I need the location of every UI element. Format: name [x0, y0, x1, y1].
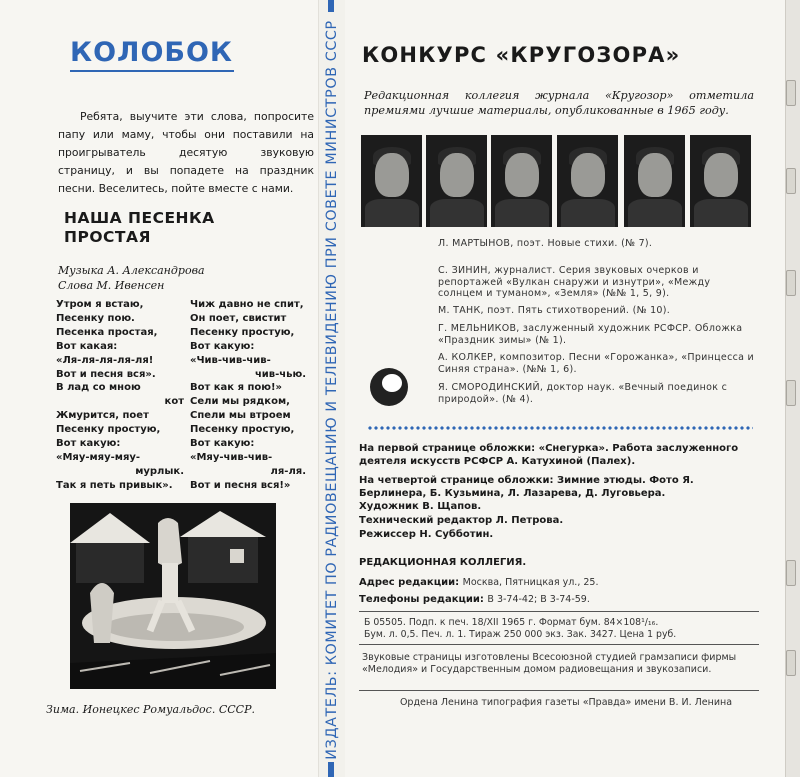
lyric-line: Вот какую:	[190, 340, 255, 352]
winner-photo	[624, 135, 685, 227]
winner-entry: Г. МЕЛЬНИКОВ, заслуженный художник РСФСР. Обложка «Праздник зимы» (№ 1).	[438, 323, 743, 346]
director-credit: Режиссер Н. Субботин.	[359, 529, 494, 540]
winner-photo	[491, 135, 552, 227]
illustration-caption: Зима. Ионецкес Ромуальдос. СССР.	[46, 703, 255, 716]
kolobok-title: КОЛОБОК	[70, 37, 234, 68]
lyric-line: Песенку простую,	[190, 424, 295, 436]
contest-subtitle: Редакционная коллегия журнала «Кругозор» отметила премиями лучшие материалы, опубликованные в 1965 году.	[364, 89, 754, 117]
blue-bar-top	[328, 0, 334, 12]
winner-entry: А. КОЛКЕР, композитор. Песни «Горожанка», «Принцесса и Синяя страна». (№№ 1, 6).	[438, 352, 755, 375]
lyric-line: Вот какая:	[56, 340, 118, 352]
print-divider-bottom	[359, 644, 759, 645]
lyric-line: кот	[164, 396, 184, 408]
print-divider-top	[359, 611, 759, 612]
lyric-line: чив-чью.	[254, 368, 306, 380]
winner-entry: Я. СМОРОДИНСКИЙ, доктор наук. «Вечный поединок с природой». (№ 4).	[438, 382, 728, 405]
publisher-text: ИЗДАТЕЛЬ: КОМИТЕТ ПО РАДИОВЕЩАНИЮ И ТЕЛЕВИДЕНИЮ ПРИ СОВЕТЕ МИНИСТРОВ СССР	[324, 20, 340, 760]
winner-entry: Л. МАРТЫНОВ, поэт. Новые стихи. (№ 7).	[438, 238, 653, 249]
lyric-line: Вот и песня вся!»	[190, 479, 291, 491]
lyric-line: Песенку простую,	[190, 326, 295, 338]
lyric-line: В лад со мною	[56, 382, 141, 394]
winner-photo	[690, 135, 751, 227]
lyric-line: «Мяу-мяу-мяу-	[56, 451, 141, 463]
edge-tab	[786, 650, 796, 676]
lyric-line: «Ля-ля-ля-ля-ля!	[56, 354, 154, 366]
print-line: Б 05505. Подп. к печ. 18/XII 1965 г. Формат бум. 84×108¹/₁₆.	[364, 617, 659, 628]
song-credits	[58, 263, 308, 293]
song-title: НАША ПЕСЕНКА ПРОСТАЯ	[64, 209, 215, 246]
lyric-line: мурлык.	[135, 465, 184, 477]
lyrics-right-column	[190, 298, 306, 493]
lyric-line: «Чив-чив-чив-	[190, 354, 271, 366]
lyric-line: ля-ля.	[270, 465, 306, 477]
print-line: Бум. л. 0,5. Печ. л. 1. Тираж 250 000 экз. Зак. 3427. Цена 1 руб.	[364, 629, 677, 640]
editorial-board: РЕДАКЦИОННАЯ КОЛЛЕГИЯ.	[359, 557, 527, 568]
lyric-line: Так я петь привык».	[56, 479, 173, 491]
phones-value: В 3-74-42; В 3-74-59.	[487, 594, 590, 605]
edge-tab	[786, 380, 796, 406]
blue-bar-bottom	[328, 762, 334, 777]
winner-entry: С. ЗИНИН, журналист. Серия звуковых очерков и репортажей «Вулкан снаружи и изнутри», «Между солнцем и туманом», «Земля» (№№ 1, 5, 9).	[438, 265, 711, 300]
lyric-line: Песенку простую,	[56, 424, 161, 436]
lyric-line: Спели мы втроем	[190, 410, 291, 422]
print-info	[364, 617, 758, 641]
lyric-line: Вот как я пою!»	[190, 382, 282, 394]
studio-note: Звуковые страницы изготовлены Всесоюзной студией грамзаписи фирмы «Мелодия» и Государственным домом радиовещания и звукозаписи.	[362, 652, 737, 675]
woodcut-image	[70, 503, 276, 689]
lyric-line: Он поет, свистит	[190, 312, 287, 324]
tech-editor-credit: Технический редактор Л. Петрова.	[359, 515, 564, 526]
footer-divider	[359, 690, 759, 691]
lyrics-left-column	[56, 298, 184, 493]
contest-title: КОНКУРС «КРУГОЗОРА»	[362, 43, 681, 67]
lyric-line: Песенка простая,	[56, 326, 158, 338]
lyric-line: Чиж давно не спит,	[190, 299, 304, 310]
printer-footer: Ордена Ленина типография газеты «Правда» имени В. И. Ленина	[399, 697, 733, 708]
winner-photo	[557, 135, 618, 227]
winter-illustration	[70, 503, 276, 689]
lyric-line: «Мяу-чив-чив-	[190, 451, 273, 463]
music-credit: Музыка А. Александрова	[58, 264, 205, 277]
winner-photo	[426, 135, 487, 227]
edge-tab	[786, 560, 796, 586]
lyric-line: Жмурится, поет	[56, 410, 149, 422]
address-value: Москва, Пятницкая ул., 25.	[462, 577, 599, 588]
lyric-line: Песенку пою.	[56, 312, 135, 324]
winner-photo	[361, 135, 422, 227]
edge-tab	[786, 270, 796, 296]
winner-entry: М. ТАНК, поэт. Пять стихотворений. (№ 10).	[438, 305, 671, 316]
words-credit: Слова М. Ивенсен	[58, 279, 165, 292]
address-line	[359, 577, 759, 590]
lyric-line: Вот какую:	[56, 438, 121, 450]
lyric-line: Сели мы рядком,	[190, 396, 290, 408]
edge-tab	[786, 168, 796, 194]
lyric-line: Вот какую:	[190, 438, 255, 450]
title-underline	[70, 70, 234, 72]
lyric-line: Вот и песня вся».	[56, 368, 156, 380]
phones-label: Телефоны редакции:	[359, 594, 484, 605]
cover-back-note: На четвертой странице обложки: Зимние этюды. Фото Я. Берлинера, Б. Кузьмина, Л. Лазарева, Д. Луговьера.	[359, 475, 694, 499]
intro-paragraph: Ребята, выучите эти слова, попросите папу или маму, чтобы они поставили на проигрыватель десятую звуковую страницу, и вы попадете на праздник песни. Веселитесь, пойте вместе с нами.	[58, 110, 314, 195]
phones-line	[359, 594, 759, 607]
artist-credit: Художник В. Щапов.	[359, 501, 482, 512]
lyric-line: Утром я встаю,	[56, 299, 144, 310]
sound-page-disc-icon	[370, 368, 408, 406]
cover-front-note: На первой странице обложки: «Снегурка». Работа заслуженного деятеля искусств РСФСР А. Катухиной (Палех).	[359, 443, 739, 467]
edge-tab	[786, 80, 796, 106]
address-label: Адрес редакции:	[359, 577, 460, 588]
dotted-divider	[367, 426, 753, 430]
